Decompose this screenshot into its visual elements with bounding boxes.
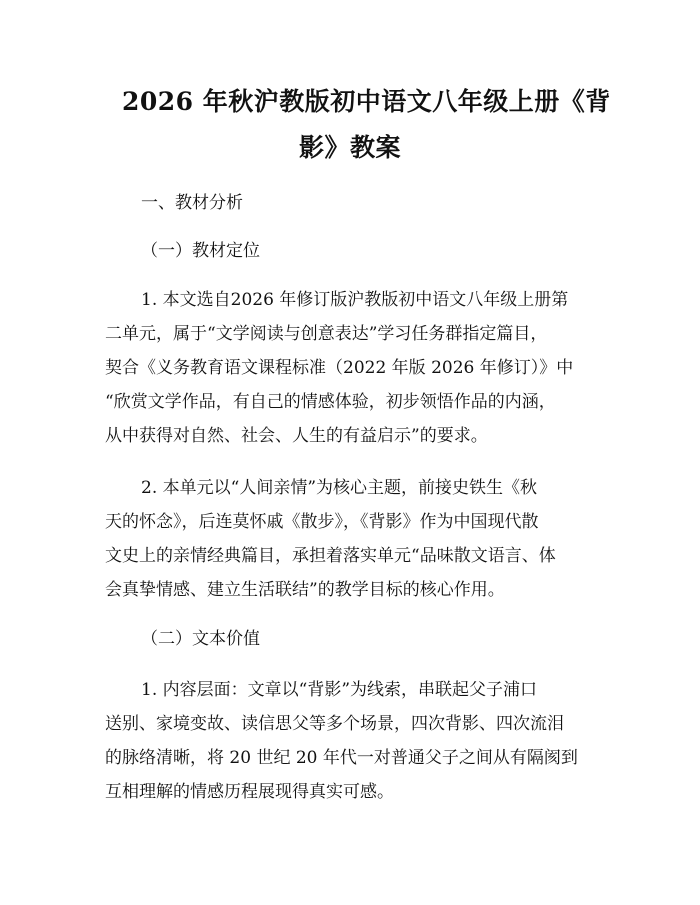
document-title-line-1: 2026 年秋沪教版初中语文八年级上册《背 [122,87,611,116]
paragraph-3-line: 互相理解的情感历程展现得真实可感。 [105,782,394,802]
subsection-heading-material-position: （一）教材定位 [141,241,260,261]
paragraph-1-line: 二单元，属于“文学阅读与创意表达”学习任务群指定篇目， [105,324,548,344]
paragraph-2-line: 文史上的亲情经典篇目，承担着落实单元“品味散文语言、体 [105,546,556,566]
paragraph-1-line: 1. 本文选自2026 年修订版沪教版初中语文八年级上册第 [141,290,569,310]
paragraph-1-line: 契合《义务教育语文课程标准（2022 年版 2026 年修订）》中 [105,358,574,378]
paragraph-3-line: 送别、家境变故、读信思父等多个场景，四次背影、四次流泪 [105,714,564,734]
paragraph-3 [105,673,595,809]
section-heading-teaching-material-analysis: 一、教材分析 [141,193,243,213]
paragraph-1-line: 从中获得对自然、社会、人生的有益启示”的要求。 [105,426,488,446]
paragraph-3-line: 的脉络清晰，将 20 世纪 20 年代一对普通父子之间从有隔阂到 [105,748,578,768]
paragraph-2 [105,471,595,607]
paragraph-1 [105,283,595,453]
paragraph-1-line: “欣赏文学作品，有自己的情感体验，初步领悟作品的内涵， [105,392,556,412]
paragraph-3-line: 1. 内容层面：文章以“背影”为线索，串联起父子浦口 [141,680,538,700]
document-title-line-2: 影》教案 [298,133,401,162]
subsection-heading-text-value: （二）文本价值 [141,629,260,649]
paragraph-2-line: 天的怀念》，后连莫怀戚《散步》，《背影》作为中国现代散 [105,512,539,532]
paragraph-2-line: 会真挚情感、建立生活联结”的教学目标的核心作用。 [105,580,505,600]
paragraph-2-line: 2. 本单元以“人间亲情”为核心主题，前接史铁生《秋 [141,478,538,498]
